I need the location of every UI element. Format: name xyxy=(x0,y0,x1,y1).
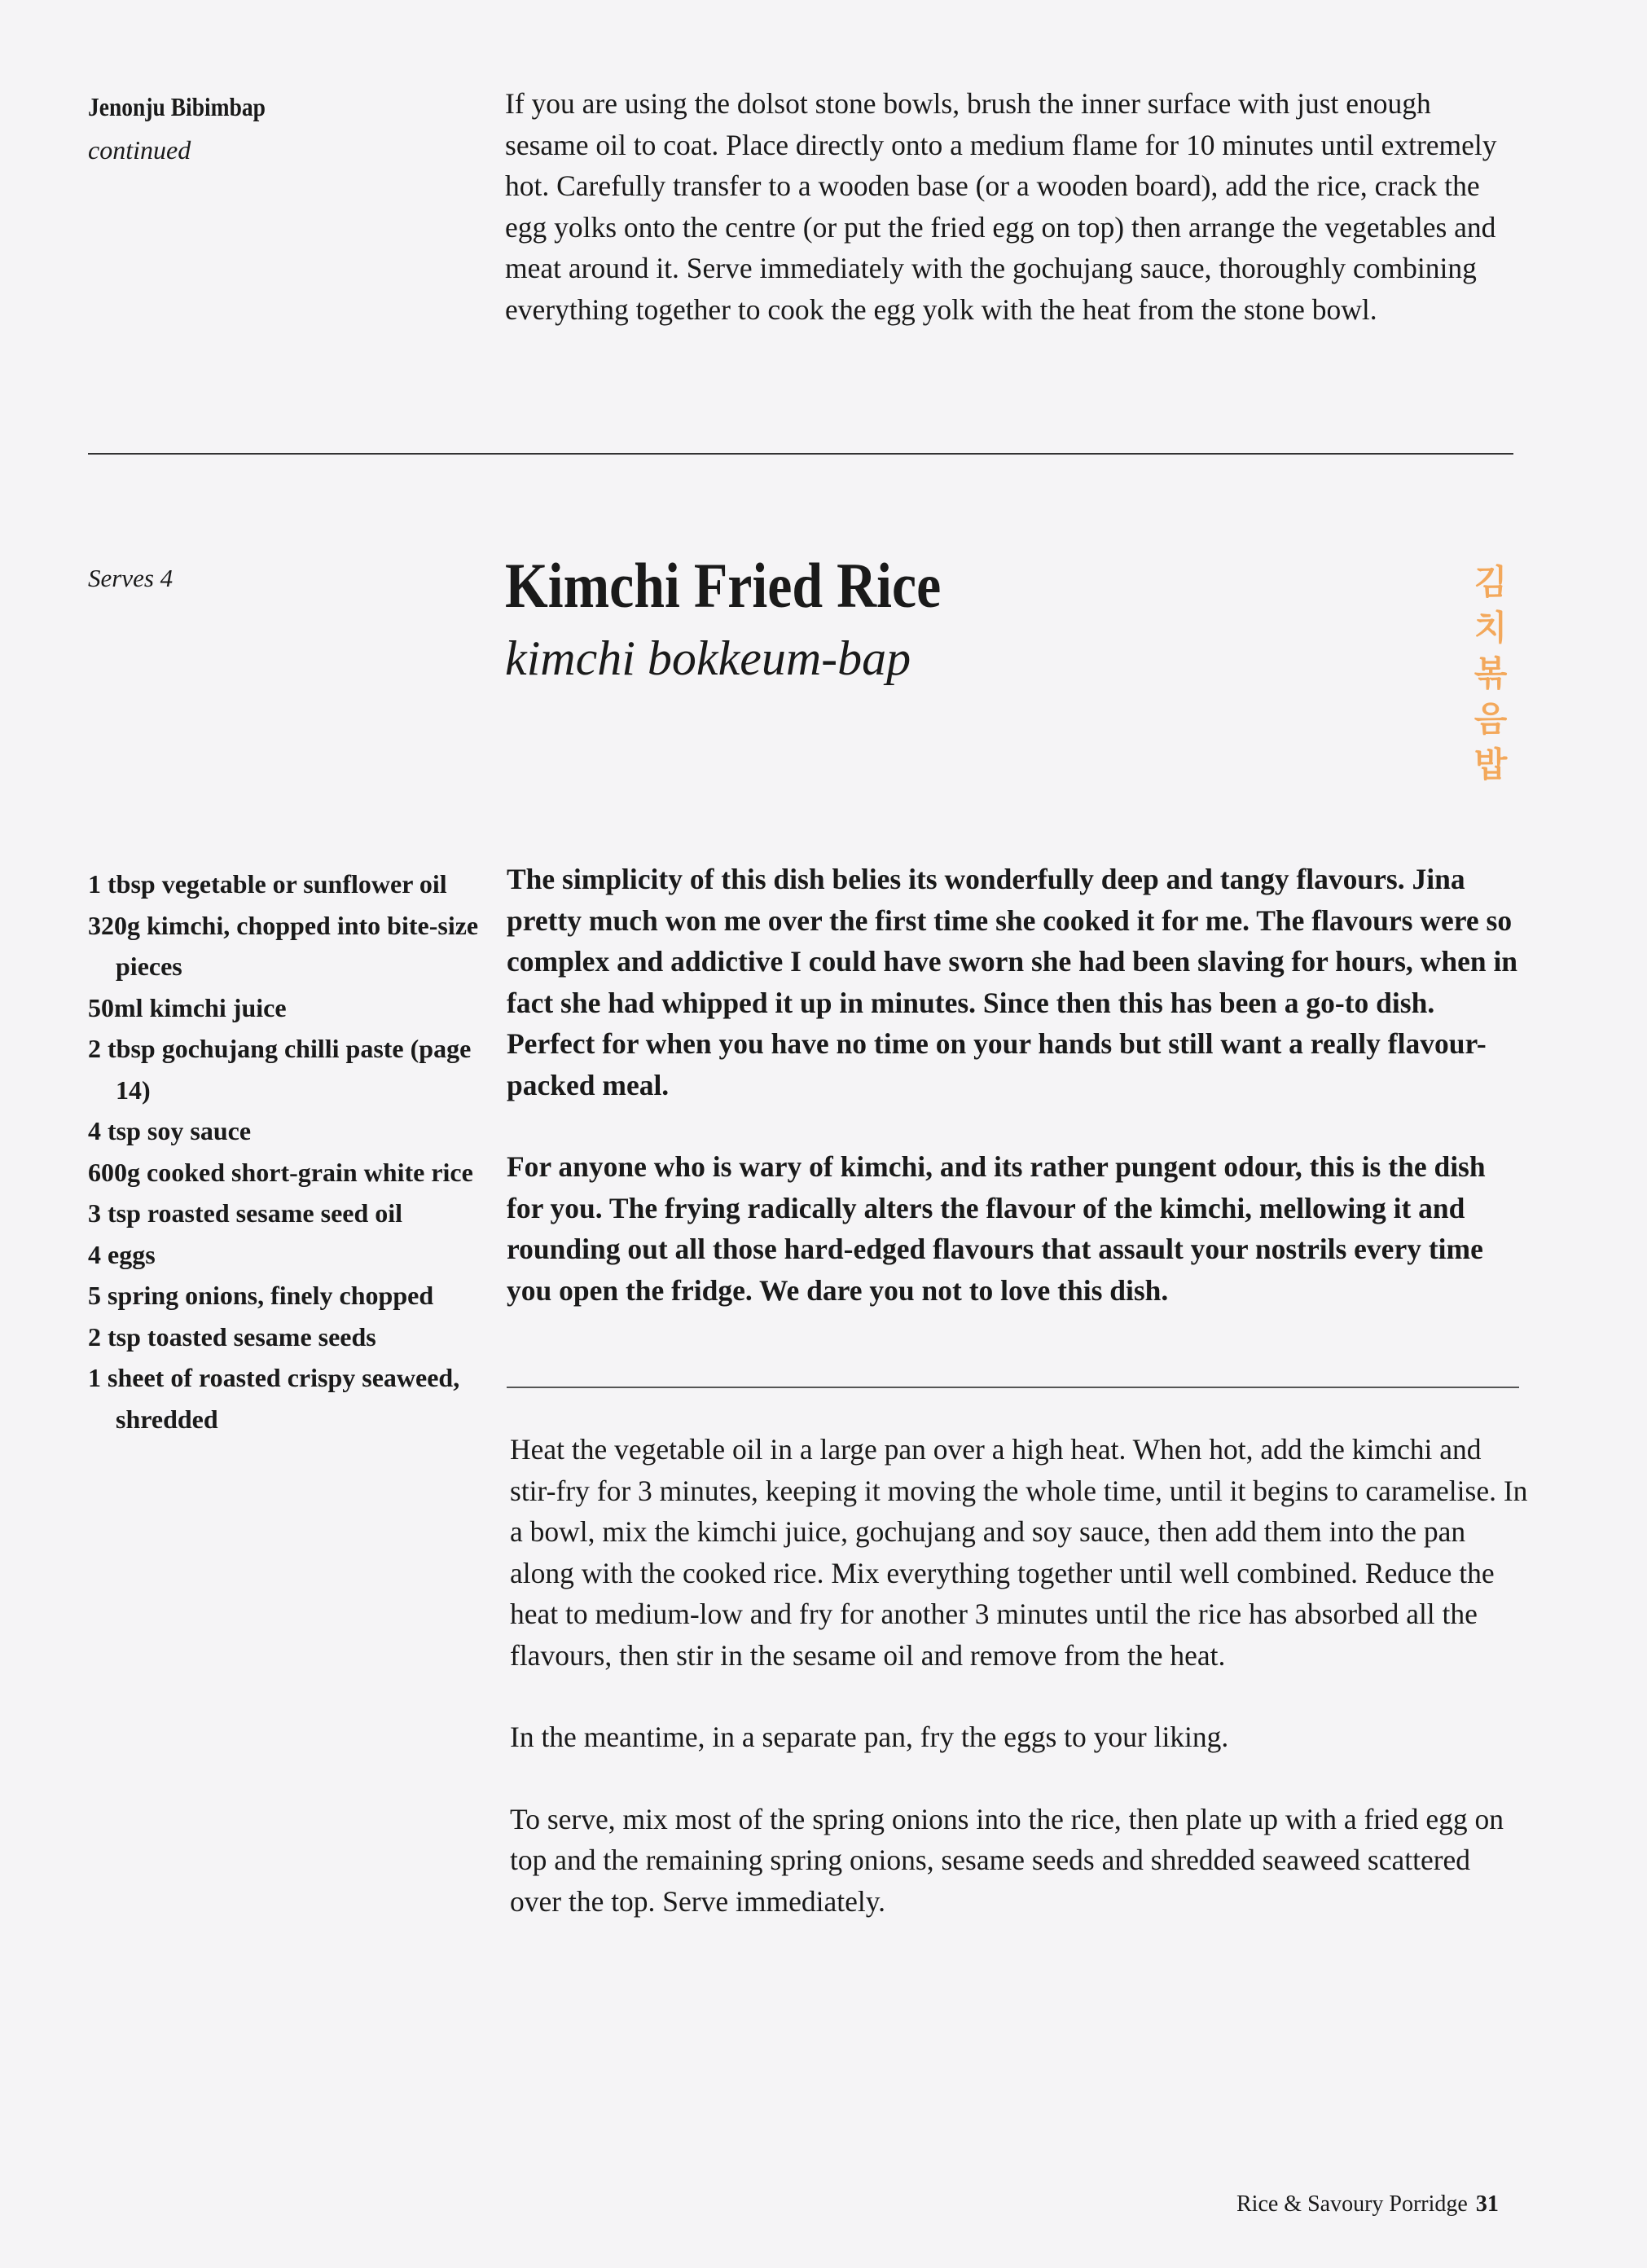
ingredient-item: 1 tbsp vegetable or sunflower oil xyxy=(88,869,447,899)
previous-recipe-title: Jenonju Bibimbap xyxy=(88,92,266,121)
ingredient-item: 1 sheet of roasted crispy seaweed, shredded xyxy=(88,1363,460,1434)
ingredient-item: 2 tsp toasted sesame seeds xyxy=(88,1321,376,1352)
recipe-subtitle: kimchi bokkeum-bap xyxy=(505,631,911,685)
korean-title-vertical xyxy=(1471,562,1510,785)
previous-recipe-continued-label: continued xyxy=(88,135,191,165)
serves-label: Serves 4 xyxy=(88,564,173,592)
section-name: Rice & Savoury Porridge xyxy=(1236,2191,1468,2217)
intro-paragraph: The simplicity of this dish belies its wonderfully deep and tangy flavours. Jina pretty much won me over the first time she cooked it for me. The flavours were so complex and addictive I could have sworn she had been slaving for hours, when in fact she had whipped it up in minutes. Since then this has been a go-to dish. Perfect for when you have no time on your hands but still want a really flavour-packed meal. xyxy=(507,863,1518,1101)
section-divider xyxy=(88,453,1513,455)
korean-character: 김 xyxy=(1474,562,1508,602)
recipe-intro xyxy=(507,859,1525,1352)
ingredient-item: 600g cooked short-grain white rice xyxy=(88,1157,473,1187)
ingredients-list xyxy=(88,864,512,1439)
ingredient-item: 320g kimchi, chopped into bite-size pieces xyxy=(88,910,479,981)
ingredient-item: 2 tbsp gochujang chilli paste (page 14) xyxy=(88,1034,472,1105)
page-footer xyxy=(1236,2191,1499,2217)
ingredient-item: 4 eggs xyxy=(88,1239,156,1269)
recipe-title: Kimchi Fried Rice xyxy=(505,550,942,621)
ingredient-item: 5 spring onions, finely chopped xyxy=(88,1281,434,1310)
previous-recipe-text xyxy=(505,83,1507,330)
method-paragraph: Heat the vegetable oil in a large pan over a high heat. When hot, add the kimchi and stir-fry for 3 minutes, keeping it moving the whole time, until it begins to caramelise. In a bowl, mix the kimchi juice, gochujang and soy sauce, then add them into the pan along with the cooked rice. Mix everything together until well combined. Reduce the heat to medium-low and fry for another 3 minutes until the rice has absorbed all the flavours, then stir in the sesame oil and remove from the heat. xyxy=(510,1433,1528,1672)
ingredient-item: 3 tsp roasted sesame seed oil xyxy=(88,1198,403,1228)
recipe-method xyxy=(510,1429,1528,1963)
page-number: 31 xyxy=(1475,2191,1499,2217)
korean-character: 음 xyxy=(1474,699,1508,739)
intro-paragraph: For anyone who is wary of kimchi, and its rather pungent odour, this is the dish for you. The frying radically alters the flavour of the kimchi, mellowing it and rounding out all those hard-edged flavours that assault your nostrils every time you open the fridge. We dare you not to love this dish. xyxy=(507,1150,1486,1307)
method-paragraph: To serve, mix most of the spring onions into the rice, then plate up with a fried egg on top and the remaining spring onions, sesame seeds and shredded seaweed scattered over the top. Serve immediately. xyxy=(510,1802,1504,1918)
previous-recipe-paragraph: If you are using the dolsot stone bowls, brush the inner surface with just enough sesame oil to coat. Place directly onto a medium flame for 10 minutes until extremely hot. Carefully transfer to a wooden base (or a wooden board), add the rice, crack the egg yolks onto the centre (or put the fried egg on top) then arrange the vegetables and meat around it. Serve immediately with the gochujang sauce, thoroughly combining everything together to cook the egg yolk with the heat from the stone bowl. xyxy=(505,87,1497,326)
korean-character: 볶 xyxy=(1474,653,1508,693)
method-paragraph: In the meantime, in a separate pan, fry the eggs to your liking. xyxy=(510,1721,1229,1753)
ingredient-item: 4 tsp soy sauce xyxy=(88,1116,252,1145)
korean-character: 밥 xyxy=(1474,745,1508,785)
korean-character: 치 xyxy=(1474,608,1508,648)
intro-divider xyxy=(507,1387,1519,1388)
ingredient-item: 50ml kimchi juice xyxy=(88,992,287,1022)
